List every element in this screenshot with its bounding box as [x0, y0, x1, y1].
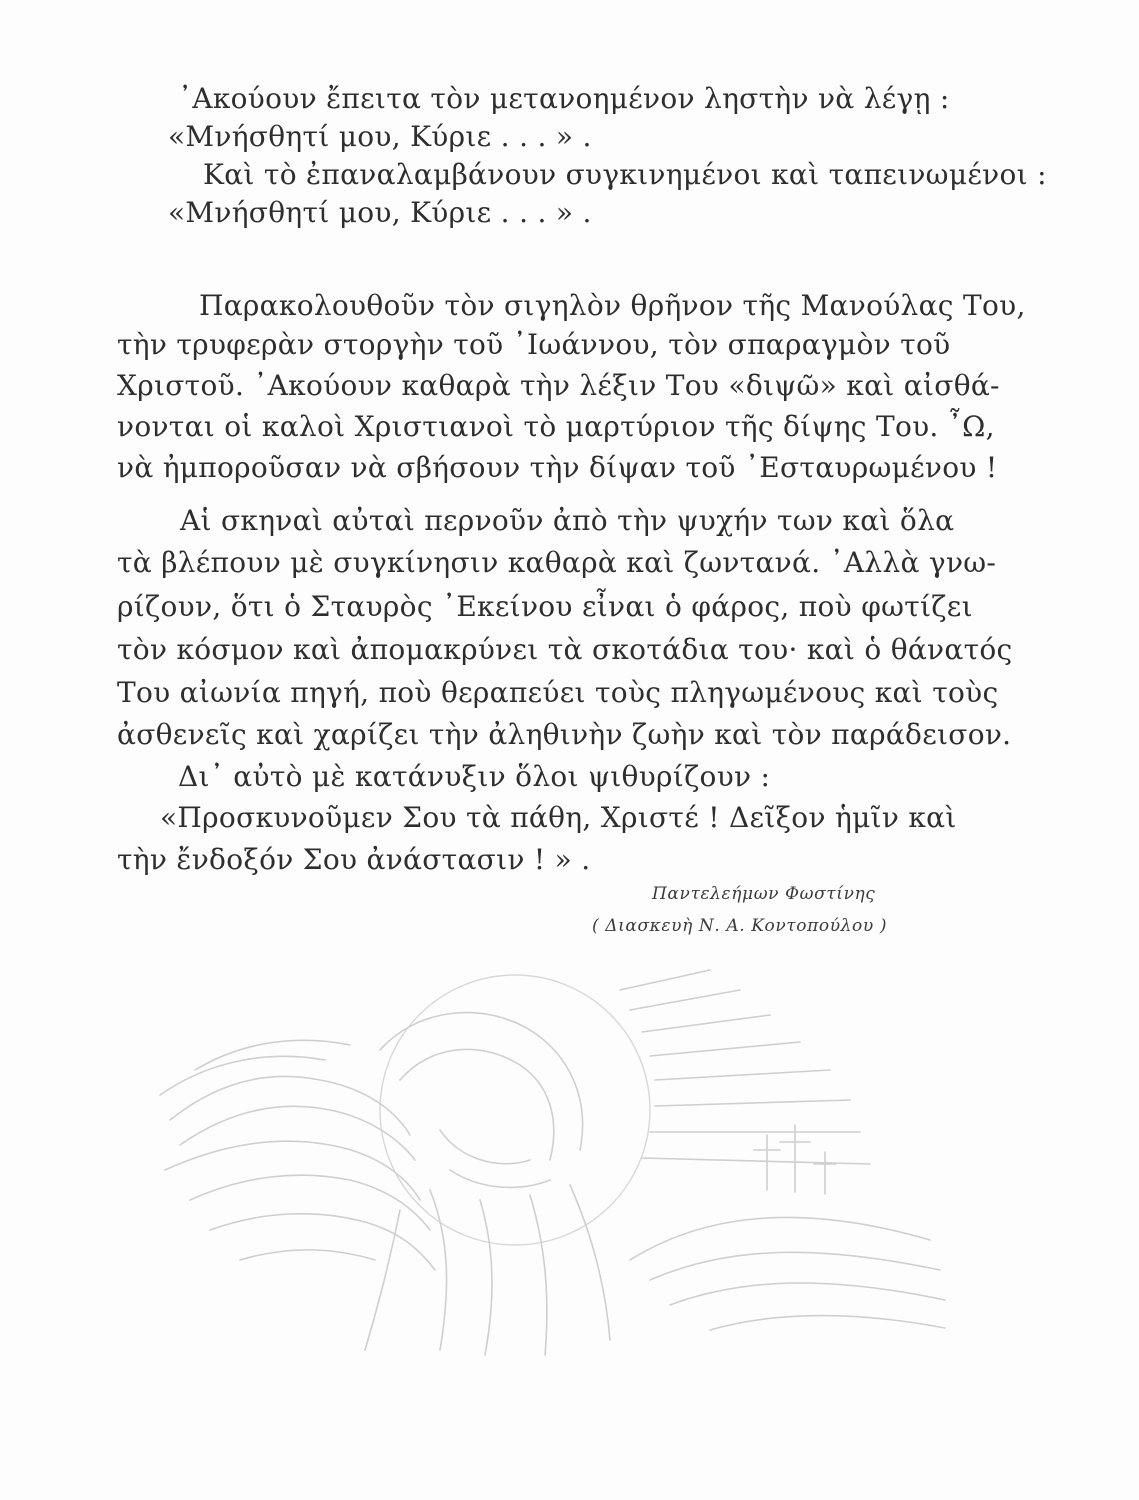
author-signature: Παντελεήμων Φωστίνης — [652, 884, 876, 904]
text-line: Παρακολουθοῦν τὸν σιγηλὸν θρῆνον τῆς Μανούλας Του, — [199, 289, 1026, 322]
text-line: «Μνήσθητί μου, Κύριε . . . » . — [168, 196, 592, 229]
crucifixion-hill-illustration-icon — [150, 960, 950, 1370]
text-line: «Μνήσθητί μου, Κύριε . . . » . — [168, 120, 592, 153]
text-line: νονται οἱ καλοὶ Χριστιανοὶ τὸ μαρτύριον τῆς δίψης Του. ῏Ω, — [117, 410, 995, 443]
text-line: Χριστοῦ. ᾿Ακούουν καθαρὰ τὴν λέξιν Του «διψῶ» καὶ αἰσθά- — [117, 369, 1000, 402]
text-line: Αἱ σκηναὶ αὐταὶ περνοῦν ἀπὸ τὴν ψυχήν των καὶ ὅλα — [180, 504, 955, 537]
text-line: νὰ ἠμποροῦσαν νὰ σβήσουν τὴν δίψαν τοῦ ᾿Εσταυρωμένου ! — [117, 451, 998, 484]
text-line: τὰ βλέπουν μὲ συγκίνησιν καθαρὰ καὶ ζωντανά. ᾿Αλλὰ γνω- — [117, 546, 997, 579]
text-line: τὴν τρυφερὰν στοργὴν τοῦ ᾿Ιωάννου, τὸν σπαραγμὸν τοῦ — [117, 328, 951, 361]
text-line: Καὶ τὸ ἐπαναλαμβάνουν συγκινημένοι καὶ ταπεινωμένοι : — [203, 158, 1047, 191]
text-line: Δι᾿ αὐτὸ μὲ κατάνυξιν ὅλοι ψιθυρίζουν : — [178, 760, 771, 793]
text-line: ρίζουν, ὅτι ὁ Σταυρὸς ᾿Εκείνου εἶναι ὁ φάρος, ποὺ φωτίζει — [117, 590, 973, 623]
text-line: τὸν κόσμον καὶ ἀπομακρύνει τὰ σκοτάδια του· καὶ ὁ θάνατός — [117, 633, 1013, 666]
adaptation-credit: ( Διασκευὴ Ν. Α. Κοντοπούλου ) — [592, 916, 888, 936]
text-line: ᾿Ακούουν ἔπειτα τὸν μετανοημένον ληστὴν νὰ λέγῃ : — [178, 82, 950, 115]
text-line: «Προσκυνοῦμεν Σου τὰ πάθη, Χριστέ ! Δεῖξον ἡμῖν καὶ — [160, 801, 957, 834]
text-line: ἀσθενεῖς καὶ χαρίζει τὴν ἀληθινὴν ζωὴν καὶ τὸν παράδεισον. — [117, 718, 1012, 751]
text-line: τὴν ἔνδοξόν Σου ἀνάστασιν ! » . — [117, 843, 591, 876]
text-line: Του αἰωνία πηγή, ποὺ θεραπεύει τοὺς πληγωμένους καὶ τοὺς — [117, 676, 999, 709]
